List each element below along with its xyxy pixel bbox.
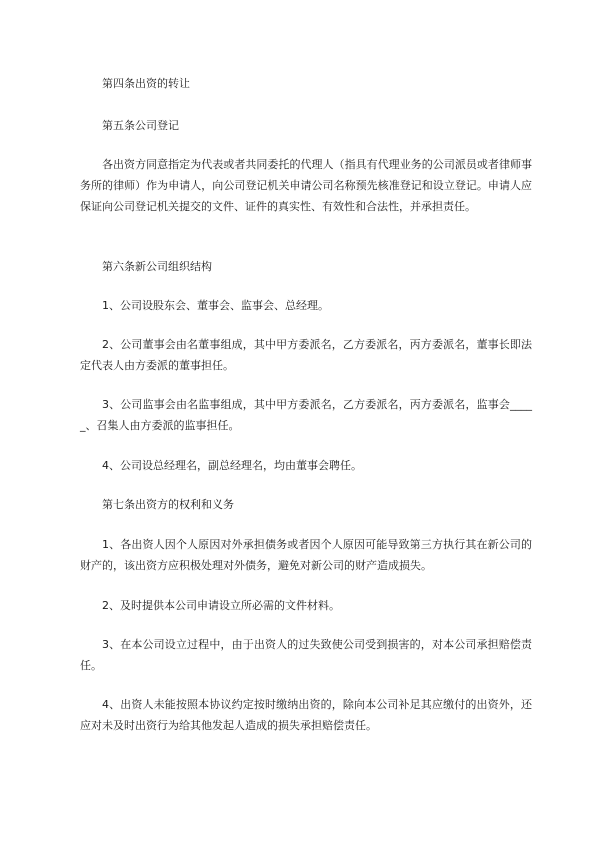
section-heading-article-6: 第六条新公司组织结构 [102, 260, 212, 273]
list-item-structure-4: 4、公司设总经理名，副总经理名，均由董事会聘任。 [102, 459, 362, 472]
list-item-structure-3: 3、公司监事会由名监事组成，其中甲方委派名，乙方委派名，丙方委派名，监事会_____、召集人由方委派的监事担任。 [80, 398, 532, 432]
list-item-rights-1: 1、各出资人因个人原因对外承担债务或者因个人原因可能导致第三方执行其在新公司的财产的，该出资方应积极处理对外债务，避免对新公司的财产造成损失。 [80, 538, 532, 572]
list-item-rights-2: 2、及时提供本公司申请设立所必需的文件材料。 [102, 599, 340, 612]
section-heading-article-5: 第五条公司登记 [102, 119, 179, 132]
list-item-structure-1: 1、公司设股东会、董事会、监事会、总经理。 [102, 299, 329, 312]
list-item-structure-2: 2、公司董事会由名董事组成，其中甲方委派名，乙方委派名，丙方委派名，董事长即法定代表人由方委派的董事担任。 [80, 338, 532, 372]
section-heading-article-4: 第四条出资的转让 [102, 77, 190, 90]
list-item-rights-4: 4、出资人未能按照本协议约定按时缴纳出资的，除向本公司补足其应缴付的出资外，还应对未及时出资行为给其他发起人造成的损失承担赔偿责任。 [80, 698, 532, 732]
section-heading-article-7: 第七条出资方的权利和义务 [102, 498, 234, 511]
list-item-rights-3: 3、在本公司设立过程中，由于出资人的过失致使公司受到损害的，对本公司承担赔偿责任。 [80, 638, 532, 672]
paragraph-registration: 各出资方同意指定为代表或者共同委托的代理人（指具有代理业务的公司派员或者律师事务所的律师）作为申请人，向公司登记机关申请公司名称预先核准登记和设立登记。申请人应保证向公司登记机关提交的文件、证件的真实性、有效性和合法性，并承担责任。 [80, 158, 532, 213]
